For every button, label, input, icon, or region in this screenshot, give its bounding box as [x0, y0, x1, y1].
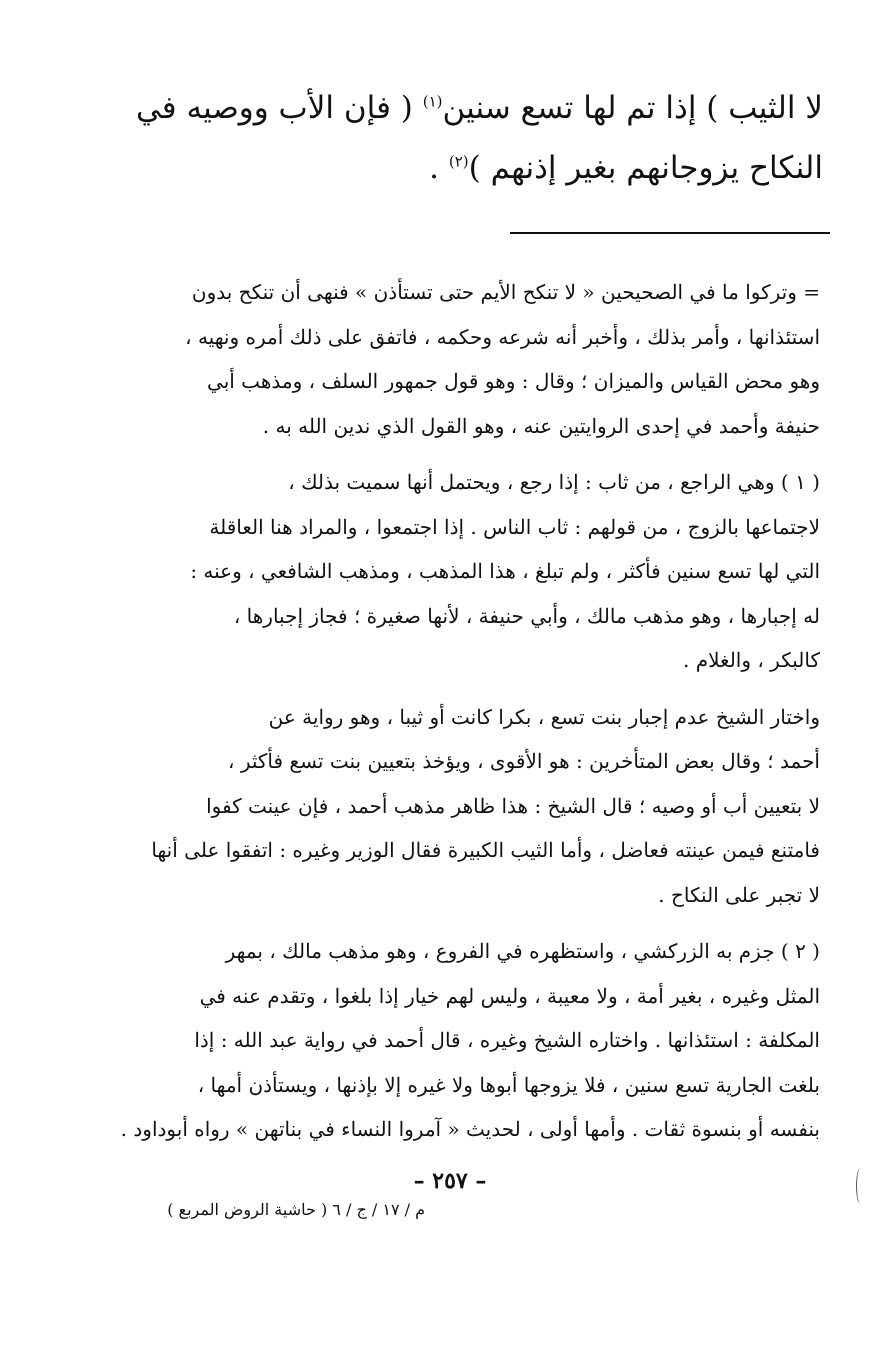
- footnote-line: كالبكر ، والغلام .: [683, 648, 820, 672]
- footnote-line: بلغت الجارية تسع سنين ، فلا يزوجها أبوها ولا غيره إلا بإذنها ، ويستأذن أمها ،: [197, 1072, 820, 1097]
- main-text-line-tail: .: [429, 150, 449, 186]
- main-text-line-body: لا الثيب ) إذا تم لها تسع سنين: [442, 90, 823, 126]
- footnotes: [80, 270, 820, 1164]
- footnote-line: أحمد ؛ وقال بعض المتأخرين : هو الأقوى ، ويؤخذ بتعيين بنت تسع فأكثر ،: [228, 749, 820, 773]
- footnote-line: لاجتماعها بالزوج ، من قولهم : ثاب الناس . إذا اجتمعوا ، والمراد هنا العاقلة: [209, 514, 820, 539]
- footnote-line: المكلفة : استئذانها . واختاره الشيخ وغيره ، قال أحمد في رواية عبد الله : إذا: [194, 1028, 820, 1052]
- main-text-line: [78, 78, 823, 138]
- footnote-line: ( ٢ ) جزم به الزركشي ، واستظهره في الفروع ، وهو مذهب مالك ، بمهر: [225, 939, 820, 963]
- footnote-line: استئذانها ، وأمر بذلك ، وأخبر أنه شرعه وحكمه ، فاتفق على ذلك أمره ونهيه ،: [185, 324, 820, 349]
- footnote-line: واختار الشيخ عدم إجبار بنت تسع ، بكرا كانت أو ثيبا ، وهو رواية عن: [268, 704, 820, 729]
- footnote-reference: (٢): [448, 152, 469, 171]
- footnote-line: = وتركوا ما في الصحيحين « لا تنكح الأيم حتى تستأذن » فنهى أن تنكح بدون: [191, 280, 820, 304]
- page-number: – ٢٥٧ –: [413, 1168, 487, 1194]
- footnote-line: التي لها تسع سنين فأكثر ، ولم تبلغ ، هذا المذهب ، ومذهب الشافعي ، وعنه :: [190, 559, 820, 583]
- footnote-line: وهو محض القياس والميزان ؛ وقال : وهو قول جمهور السلف ، ومذهب أبي: [207, 369, 820, 393]
- footnote-block: [80, 460, 820, 683]
- footnote-line: فامتنع فيمن عينته فعاضل ، وأما الثيب الكبيرة فقال الوزير وغيره : اتفقوا على أنها: [151, 838, 820, 862]
- footnote-line: لا بتعيين أب أو وصيه ؛ قال الشيخ : هذا ظاهر مذهب أحمد ، فإن عينت كفوا: [206, 793, 820, 818]
- footnote-line: المثل وغيره ، بغير أمة ، ولا معيبة ، وليس لهم خيار إذا بلغوا ، وتقدم عنه في: [199, 983, 820, 1008]
- main-text-line-tail: ( فإن الأب ووصيه في: [135, 90, 423, 126]
- printer-signature: م / ١٧ / ج / ٦ ( حاشية الروض المربع ): [167, 1200, 425, 1219]
- footnote-reference: (١): [422, 92, 443, 111]
- footnote-line: حنيفة وأحمد في إحدى الروايتين عنه ، وهو القول الذي ندين الله به .: [262, 413, 820, 438]
- main-text-line: [78, 138, 823, 198]
- footnote-block: [80, 929, 820, 1152]
- main-text-line-body: النكاح يزوجانهم بغير إذنهم ): [468, 150, 823, 186]
- footnote-block: [80, 270, 820, 448]
- footnote-line: بنفسه أو بنسوة ثقات . وأمها أولى ، لحديث « آمروا النساء في بناتهن » رواه أبوداود .: [120, 1117, 820, 1141]
- page-edge-mark: [856, 1168, 865, 1204]
- footnote-line: له إجبارها ، وهو مذهب مالك ، وأبي حنيفة ، لأنها صغيرة ؛ فجاز إجبارها ،: [233, 603, 820, 628]
- footnote-line: ( ١ ) وهي الراجع ، من ثاب : إذا رجع ، ويحتمل أنها سميت بذلك ،: [288, 470, 820, 494]
- footnote-separator: [510, 232, 830, 234]
- footnote-block: [80, 695, 820, 918]
- footnote-line: لا تجبر على النكاح .: [658, 882, 820, 907]
- main-text: [78, 78, 823, 198]
